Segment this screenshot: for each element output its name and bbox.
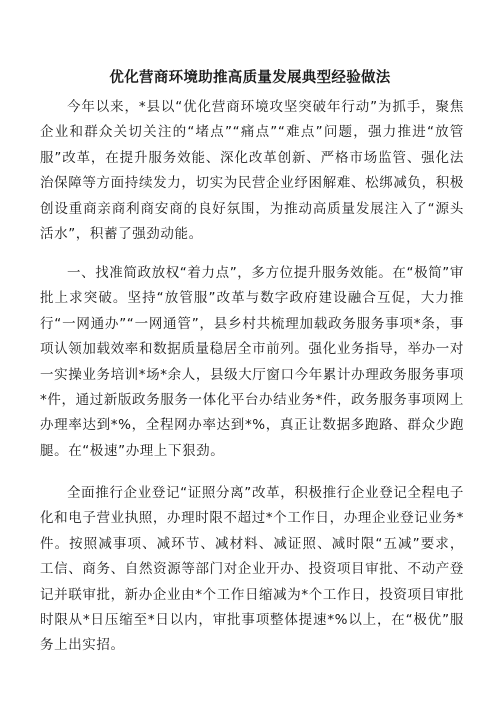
document-title: 优化营商环境助推高质量发展典型经验做法 xyxy=(109,70,391,86)
paragraph-registration-reform: 全面推行企业登记“证照分离”改革，积极推行企业登记全程电子化和电子营业执照，办理时限不超过*个工作日，办理企业登记业务*件。按照减事项、减环节、减材料、减证照、减时限“五减”要求，工信、商务、自然资源等部门对企业开办、投资项目审批、不动产登记并联审批，新办企业由*个工作日缩减为*个工作日，投资项目审批时限从*日压缩至*日以内，审批事项整体提速*%以上，在“极优”服务上出实招。 xyxy=(40,485,464,654)
paragraph-section-one: 一、找准简政放权“着力点”，多方位提升服务效能。在“极简”审批上求突破。坚持“放管服”改革与数字政府建设融合互促，大力推行“一网通办”“一网通管”，县乡村共梳理加载政务服务事项*条，事项认领加载效率和数据质量稳居全市前列。强化业务指导，举办一对一实操业务培训*场*余人，县级大厅窗口今年累计办理政务服务事项*件，通过新版政务服务一体化平台办结业务*件，政务服务事项网上办理率达到*%，全程网办率达到*%，真正让数据多跑路、群众少跑腿。在“极速”办理上下狠劲。 xyxy=(40,265,464,459)
paragraph-intro: 今年以来，*县以“优化营商环境攻坚突破年行动”为抓手，聚焦企业和群众关切关注的“堵点”“痛点”“难点”问题，强力推进“放管服”改革，在提升服务效能、深化改革创新、严格市场监管、强化法治保障等方面持续发力，切实为民营企业纾困解难、松绑减负，积极创设重商亲商利商安商的良好氛围，为推动高质量发展注入了“源头活水”，积蓄了强劲动能。 xyxy=(40,99,464,243)
